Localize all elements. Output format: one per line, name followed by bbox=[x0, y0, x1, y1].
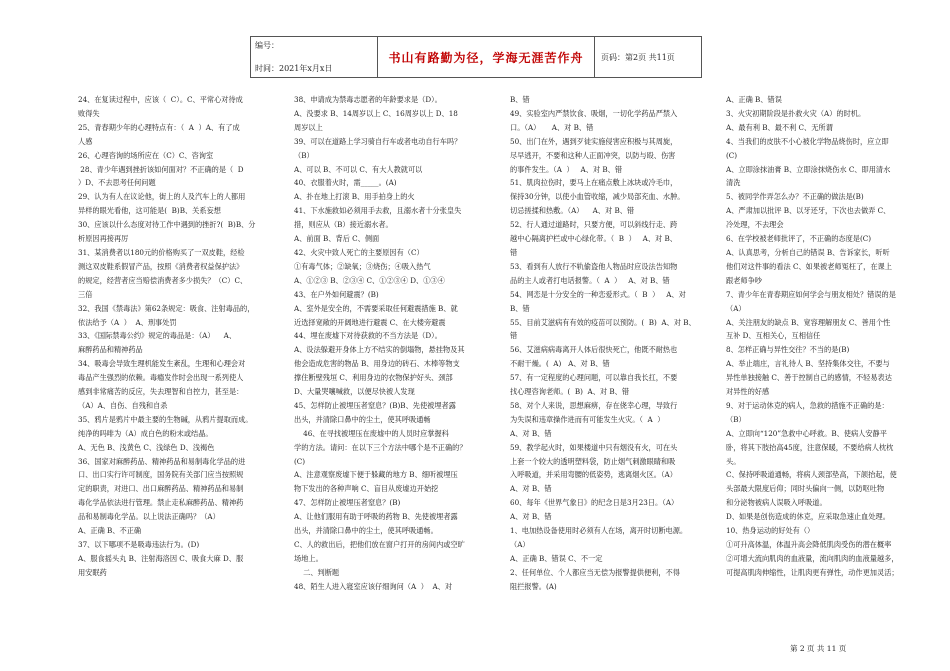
header-page-number: 页码：第2页 共11页 bbox=[601, 52, 675, 62]
text-line: 保持30分钟，以使小血管收缩，减少局部充血、水肿。 bbox=[510, 192, 685, 202]
text-line: 阻拦报警。(A) bbox=[510, 581, 557, 591]
text-line: 4、当我们的皮肤不小心被化学物品烧伤时，应立即 bbox=[726, 136, 889, 146]
text-line: 品的主人或者打电话报警。（ A ） A、对 B、错 bbox=[510, 275, 670, 285]
text-line: A、室外是安全的，不需要采取任何避震措施 B、就 bbox=[294, 303, 458, 313]
text-line: 41、下水施救如必须用手去救，且溺水者十分张皇失 bbox=[294, 206, 462, 216]
text-line: 26、心理咨询的场所应在（C）C、咨询室 bbox=[78, 150, 214, 160]
text-line: 跟老师争吵 bbox=[726, 275, 762, 285]
text-line: 44、埋在废墟下对待获救的不当方法是（D）。 bbox=[294, 331, 442, 341]
text-line: 上套一个较大的透明塑料袋，防止烟气刺激眼睛和吸 bbox=[510, 456, 676, 466]
text-line: （A）A、自伤、自残和自杀 bbox=[78, 400, 168, 410]
text-line: A、最有利 B、最不利 C、无所谓 bbox=[726, 122, 833, 132]
text-line: 用安眠药 bbox=[78, 567, 107, 577]
text-line: 头。 bbox=[726, 456, 741, 466]
header-meta bbox=[251, 37, 378, 77]
text-line: 32、我国《禁毒法》第62条规定：吸食、注射毒品的， bbox=[78, 303, 255, 313]
text-line: 异性单独接触 C、善于控制自己的感情，不轻易表达 bbox=[726, 373, 892, 383]
text-line: 清洗 bbox=[726, 178, 741, 188]
text-line: 错 bbox=[510, 331, 518, 341]
text-line: A、无色 B、浅黄色 C、浅绿色 D、浅褐色 bbox=[78, 442, 215, 452]
text-line: A、对 B、错 bbox=[510, 512, 552, 522]
text-line: A、立即向“120”急救中心呼救。B、使病人安静平 bbox=[726, 428, 887, 438]
text-line: 的规定，经营者应当赔偿消费者多少损失？（C）C、 bbox=[78, 275, 248, 285]
text-line: 5、被同学作弄怎么办？不正确的做法是(B) bbox=[726, 192, 864, 202]
text-line: 测这双皮鞋系假冒产品，按照《消费者权益保护法》 bbox=[78, 261, 244, 271]
text-line: 头部最大限度后仰；同时头偏向一侧，以防呕吐物 bbox=[726, 484, 885, 494]
text-line: A、认真思考，分析自己的错误 B、告诉家长，听听 bbox=[726, 247, 890, 257]
text-line: 54、网恋是十分安全的一种恋爱形式。（ B ） A、对 bbox=[510, 289, 686, 299]
text-line: 切忌搓揉和热敷。（A） A、对 B、错 bbox=[510, 206, 635, 216]
text-line: 56、艾滋病病毒离开人体后很快死亡，他既不耐热也 bbox=[510, 345, 678, 355]
text-line: A、对 B、错 bbox=[510, 484, 552, 494]
text-line: 48、陌生人进入寝室应该仔细询问（A ） A、对 bbox=[294, 581, 453, 591]
text-line: 为失误和违章操作进而有可能发生火灾。（ A ） bbox=[510, 414, 665, 424]
text-line: 57、有一定程度的心理问题，可以靠自我长扛，不要 bbox=[510, 373, 678, 383]
text-line: 败得失 bbox=[78, 108, 100, 118]
text-line: （A） bbox=[726, 303, 746, 313]
text-line: 析原因再接再厉 bbox=[78, 234, 129, 244]
text-line: 毒品产生强烈的依赖。毒瘾发作时会出现一系列使人 bbox=[78, 373, 244, 383]
text-line: 28、青少年遇到挫折该如何面对？不正确的是（ D bbox=[78, 164, 244, 174]
text-line: 错 bbox=[510, 247, 518, 257]
text-line: 撑住断壁残垣 C、利用身边的衣物保护好头、颈部 bbox=[294, 373, 453, 383]
text-line: 感到非常痛苦的反应，失去理智和自控力，甚至是： bbox=[78, 387, 244, 397]
text-line: 他会造成危害的物品 B、用身边的砖石、木棒等物支 bbox=[294, 359, 460, 369]
text-line: 找心理咨询老师。( B) A、对 B、错 bbox=[510, 387, 630, 397]
text-line: A、没要求 B、14周岁以上 C、16周岁以上 D、18 bbox=[294, 108, 458, 118]
text-line: 可提高肌肉伸缩性，让肌肉更有弹性，动作更加灵活； bbox=[726, 567, 899, 577]
text-line: A、设法躲避开身体上方不结实的倒塌物，悬挂物及其 bbox=[294, 345, 465, 355]
text-line: 三倍 bbox=[78, 289, 93, 299]
text-line: 59、教学起火时，如果楼道中只有烟没有火，可在头 bbox=[510, 442, 678, 452]
text-line: 麻醉药品和精神药品 bbox=[78, 345, 143, 355]
text-line: A、让他们服用有助于呼吸的药物 B、先使被埋者露 bbox=[294, 512, 458, 522]
text-line: ①有毒气体；②缺氧；③烧伤；④吸入热气 bbox=[294, 261, 431, 271]
text-line: 53、看到有人放行不轨偷盗他人物品时应设法告知物 bbox=[510, 261, 678, 271]
text-line: ）D、不去思考任何问题 bbox=[78, 178, 156, 188]
text-line: 31、某消费者以180元的价格购买了一双皮鞋，经检 bbox=[78, 247, 245, 257]
text-line: 43、在户外如何避震？(B) bbox=[294, 289, 379, 299]
text-line: 二、判断题 bbox=[294, 567, 340, 577]
text-line: 卧，将其下肢抬高45度，注意保暖，不要给病人枕枕 bbox=[726, 442, 894, 452]
text-line: 他们对这件事的看法 C、如果被老师冤枉了，在课上 bbox=[726, 261, 892, 271]
text-line: 36、国家对麻醉药品、精神药品和易制毒化学品的进 bbox=[78, 456, 246, 466]
text-line: A、前面 B、背后 C、侧面 bbox=[294, 234, 380, 244]
header-motto: 书山有路勤为径，学海无涯苦作舟 bbox=[378, 37, 595, 77]
text-line: 37、以下哪项不是吸毒违法行为。(D) bbox=[78, 540, 200, 549]
text-line: 人感 bbox=[78, 136, 93, 146]
text-line: A、对 B、错 bbox=[510, 428, 552, 438]
text-line: 9、对于运动休克的病人，急救的措施不正确的是： bbox=[726, 400, 889, 410]
text-line: 34、吸毒会导致生理机能发生紊乱，生理和心理会对 bbox=[78, 359, 246, 369]
text-line: 品和易制毒化学品。以上说法正确吗？（A） bbox=[78, 512, 220, 522]
text-line: A、正确 B、错误 bbox=[726, 95, 782, 104]
text-line: 2、任何单位、个人都应当无偿为报警提供便利，不得 bbox=[510, 567, 680, 577]
text-line: 纯净的吗啡为（A）成白色的粉末或结晶。 bbox=[78, 428, 213, 438]
text-line: A、服食摇头丸 B、注射海洛因 C、吸食大麻 D、服 bbox=[78, 553, 244, 563]
text-line: 入呼吸道，并采用弯腰的低姿势，逃离烟火区。（A） bbox=[510, 470, 677, 480]
text-line: 尽早逃开，不要和这种人正面冲突，以防与殴、伤害 bbox=[510, 150, 676, 160]
text-line: 3、火灾初期阶段是扑救火灾（A）的时机。 bbox=[726, 108, 866, 118]
text-line: 依法给予（A ） A、刑事处罚 bbox=[78, 317, 177, 327]
text-line: 39、可以在道路上学习骑自行车或者电动自行车吗？ bbox=[294, 136, 462, 146]
text-line: 60、每年《世界气象日》的纪念日是3月23日。（A） bbox=[510, 498, 679, 508]
header-number-label: 编号： bbox=[255, 41, 279, 50]
text-line: 49、实验室内严禁饮食、吸烟，一切化学药品严禁入 bbox=[510, 108, 678, 118]
text-line: 口。（A） A、对 B、错 bbox=[510, 122, 594, 132]
text-line: (C) bbox=[726, 150, 738, 160]
text-line: A、正确 B、错误 C、不一定 bbox=[510, 553, 603, 563]
text-line: ②可增大流向肌肉的血液量，流向肌肉的血液量越多， bbox=[726, 553, 899, 563]
text-line: D、如果是创伤造成的休克，应采取急速止血处理。 bbox=[726, 512, 890, 522]
text-line: 周岁以上 bbox=[294, 122, 323, 132]
text-line: A、正确 B、不正确 bbox=[78, 526, 142, 536]
text-line: 物下发出的各种声响 C、盲目从废墟边开始挖 bbox=[294, 484, 439, 494]
text-line: 10、热身运动的好处有（） bbox=[726, 526, 815, 536]
text-line: 33、《国际禁毒公约》规定的毒品是：（A） A、 bbox=[78, 331, 237, 341]
text-line: 1、电加热设备使用时必须有人在场，离开时切断电源。 bbox=[510, 526, 688, 536]
text-line: 25、青春期少年的心理特点有：（ A ）A、有了成 bbox=[78, 122, 240, 132]
text-line: ①可升高体温，体温升高会降低肌肉受伤的潜在概率 bbox=[726, 540, 892, 549]
text-line: (C) bbox=[294, 456, 306, 466]
text-line: 和分泌物被病人误吸入呼吸道。 bbox=[726, 498, 827, 508]
text-column-3 bbox=[510, 93, 710, 633]
text-line: 7、青少年在青春期应如何学会与朋友相处？错误的是 bbox=[726, 289, 896, 299]
text-line: A、严肃加以批评 B、以牙还牙，下次也去做弄 C、 bbox=[726, 206, 891, 216]
text-line: A、立即涂抹油膏 B、立即涂抹烧伤水 C、即用清水 bbox=[726, 164, 891, 174]
text-line: 52、行人通过道路时，只要方便，可以斜线行走、跨 bbox=[510, 220, 678, 230]
text-line: 8、怎样正确与异性交往？不当的是(B) bbox=[726, 345, 850, 355]
text-line: 定的职责，对进口、出口麻醉药品、精神药品和易制 bbox=[78, 484, 244, 494]
text-line: B、错 bbox=[510, 95, 530, 104]
text-line: 35、鸦片是鸦片中最主要的生物碱，从鸦片提取而成。 bbox=[78, 414, 253, 424]
text-line: 的事件发生。（A ） A、对 B、错 bbox=[510, 164, 623, 174]
text-line: （B） bbox=[726, 414, 746, 424]
text-column-4 bbox=[726, 93, 926, 633]
text-line: 47、怎样防止被埋压者窒息？(B) bbox=[294, 498, 401, 508]
text-line: 异样的眼光看他，这可能是( B)B、关系妄想 bbox=[78, 206, 221, 216]
text-line: 近选择宽敞的开阔地进行避震 C、在大楼旁避震 bbox=[294, 317, 446, 327]
text-line: 24、在复读过程中，应该（ C）。C、平常心对待成 bbox=[78, 95, 243, 104]
text-line: 毒化学品依法进行管理。禁止走私麻醉药品、精神药 bbox=[78, 498, 244, 508]
text-line: 50、出门在外，遇到歹徒实施侵害应积极与其周旋， bbox=[510, 136, 678, 146]
text-line: 51、肌肉拉伤时，要马上在痛点敷上冰块或冷毛巾， bbox=[510, 178, 678, 188]
text-line: （A） bbox=[510, 540, 530, 549]
page-header bbox=[250, 36, 702, 78]
text-line: 越中心隔离护栏或中心绿化带。（ B ） A、对 B、 bbox=[510, 234, 677, 244]
header-time: 时间：2021年x月x日 bbox=[255, 64, 333, 73]
text-line: （B） bbox=[294, 150, 314, 160]
text-line: 46、在寻找被埋压在废墟中的人员时应掌握科 bbox=[294, 428, 449, 438]
text-line: 38、申请成为禁毒志愿者的年龄要求是（D）。 bbox=[294, 95, 442, 104]
text-line: B、错 bbox=[510, 303, 530, 313]
text-column-2 bbox=[294, 93, 494, 633]
text-line: A、注意观察废墟下便于躲藏的地方 B、细听被埋压 bbox=[294, 470, 458, 480]
text-line: C、保持呼吸道通畅，将病人颈部垫高，下颌抬起，使 bbox=[726, 470, 897, 480]
text-line: 40、衣服着火时，需_____。(A) bbox=[294, 178, 397, 188]
text-line: C、人的救出后，把他们放在窗户打开的房间内或空旷 bbox=[294, 540, 465, 549]
text-line: A、举止端庄，言礼待人 B、坚持集体交往，不要与 bbox=[726, 359, 890, 369]
text-line: 6、在学校被老师批评了，不正确的态度是(C) bbox=[726, 234, 872, 244]
text-line: 不耐干燥。( A) A、对 B、错 bbox=[510, 359, 610, 369]
text-line: 45、怎样防止被埋压者窒息？(B)B、先使被埋者露 bbox=[294, 400, 456, 410]
text-line: D、大量哭嚷喊救，以便尽快被人发现 bbox=[294, 387, 415, 397]
page-footer: 第 2 页 共 11 页 bbox=[790, 644, 847, 653]
text-line: 冷处理，不去理会 bbox=[726, 220, 784, 230]
text-column-1 bbox=[78, 93, 278, 633]
text-line: 措，则应从（B）接近溺水者。 bbox=[294, 220, 393, 230]
text-line: 29、认为有人在议论他，街上的人及汽车上的人都用 bbox=[78, 192, 246, 202]
text-line: 对异性的好感 bbox=[726, 387, 770, 397]
text-line: A、扑在地上打滚 B、用手拍身上的火 bbox=[294, 192, 415, 202]
text-line: 出头，并清除口鼻中的尘土，使其呼吸通畅。 bbox=[294, 526, 438, 536]
text-line: A、①②③ B、②③④ C、①②③④ D、①③④ bbox=[294, 275, 445, 285]
text-line: 42、火灾中致人死亡的主要原因有（C） bbox=[294, 247, 424, 257]
text-line: 互补 D、互相关心，互相信任 bbox=[726, 331, 821, 341]
text-line: A、关注朋友的缺点 B、宽容理解朋友 C、善用个性 bbox=[726, 317, 891, 327]
text-line: 出头，并清除口鼻中的尘土，使其呼吸通畅 bbox=[294, 414, 431, 424]
text-line: 55、目前艾滋病有有效的疫苗可以预防。( B) A、对 B、 bbox=[510, 317, 696, 327]
text-line: 口、出口实行许可制度，国务院有关部门应当按照规 bbox=[78, 470, 244, 480]
text-line: 58、对个人来说，思想麻痹，存在侥幸心理，导致行 bbox=[510, 400, 678, 410]
text-line: A、可以 B、不可以 C、有大人教就可以 bbox=[294, 164, 423, 174]
text-line: 学的方法。请问：在以下三个方法中哪个是不正确的？ bbox=[294, 442, 467, 452]
text-line: 30、应该以什么态度对待工作中遇到的挫折?( B)B、分 bbox=[78, 220, 256, 230]
text-line: 场地上。 bbox=[294, 553, 323, 563]
